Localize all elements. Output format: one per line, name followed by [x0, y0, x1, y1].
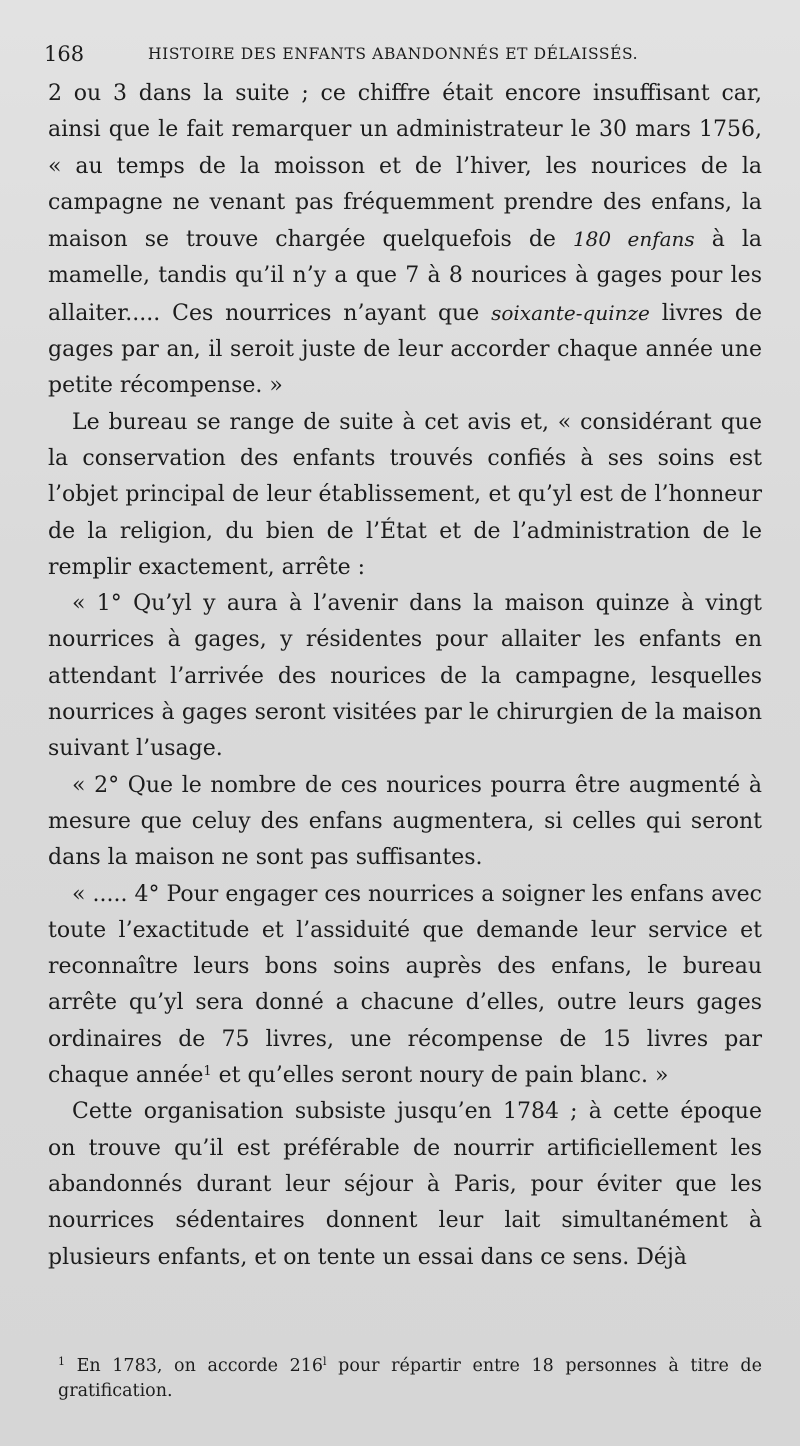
page-header	[44, 38, 764, 70]
paragraph-1-text-c: à la mamelle, tandis qu’il n’y a que 7 à 8 nourices à gages pour les allaiter..... Ces nourrices n’ayant que	[48, 227, 762, 326]
footnote-unit: l	[323, 1355, 327, 1368]
paragraph-5-text-a: « ..... 4° Pour engager ces nourrices a soigner les enfans avec toute l’exactitude et l’assiduité que demande leur service et reconnaître leurs bons soins auprès des enfans, le bureau arrête qu’yl sera donné a chacune d’elles, outre leurs gages ordinaires de 75 livres, une récompense de 15 livres par chaque année	[48, 881, 762, 1089]
paragraph-5-text-b: et qu’elles seront noury de pain blanc. »	[211, 1063, 669, 1089]
paragraph-5	[48, 877, 762, 1095]
paragraph-1-text-e: livres de gages par an, il seroit juste de leur accorder chaque année une petite récompense. »	[48, 300, 762, 399]
footnote-mark: 1	[58, 1355, 65, 1368]
paragraph-1-italic-wages: soixante-quinze	[491, 300, 650, 325]
footnote-reference[interactable]: 1	[203, 1064, 212, 1080]
page-number: 168	[44, 42, 85, 66]
paragraph-1	[48, 76, 762, 405]
footnote	[58, 1354, 762, 1404]
body-text	[48, 76, 762, 1276]
paragraph-6: Cette organisation subsiste jusqu’en 1784 ; à cette époque on trouve qu’il est préférable de nourrir artificiellement les abandonnés durant leur séjour à Paris, pour éviter que les nourrices sédentaires donnent leur lait simultanément à plusieurs enfants, et on tente un essai dans ce sens. Déjà	[48, 1099, 762, 1270]
running-title: HISTOIRE DES ENFANTS ABANDONNÉS ET DÉLAISSÉS.	[148, 45, 639, 63]
paragraph-4: « 2° Que le nombre de ces nourices pourra être augmenté à mesure que celuy des enfans augmentera, si celles qui seront dans la maison ne sont pas suffisantes.	[48, 772, 762, 871]
paragraph-1-text-a: 2 ou 3 dans la suite ; ce chiffre était encore insuffisant car, ainsi que le fait remarquer un administrateur le 30 mars 1756, « au temps de la moisson et de l’hiver, les nourices de la campagne ne venant pas fréquemment prendre des enfans, la maison se trouve chargée quelquefois de	[48, 81, 762, 253]
paragraph-3: « 1° Qu’yl y aura à l’avenir dans la maison quinze à vingt nourrices à gages, y résidentes pour allaiter les enfants en attendant l’arrivée des nourices de la campagne, lesquelles nourrices à gages seront visitées par le chirurgien de la maison suivant l’usage.	[48, 591, 762, 762]
paragraph-2: Le bureau se range de suite à cet avis et, « considérant que la conservation des enfants trouvés confiés à ses soins est l’objet principal de leur établissement, et qu’yl est de l’honneur de la religion, du bien de l’État et de l’administration de le remplir exactement, arrête :	[48, 409, 762, 580]
footnote-text-b: pour répartir entre 18 personnes à titre de gratification.	[58, 1356, 762, 1401]
paragraph-1-italic-count: 180 enfans	[572, 227, 695, 252]
footnote-text-a: En 1783, on accorde 216	[65, 1356, 323, 1376]
